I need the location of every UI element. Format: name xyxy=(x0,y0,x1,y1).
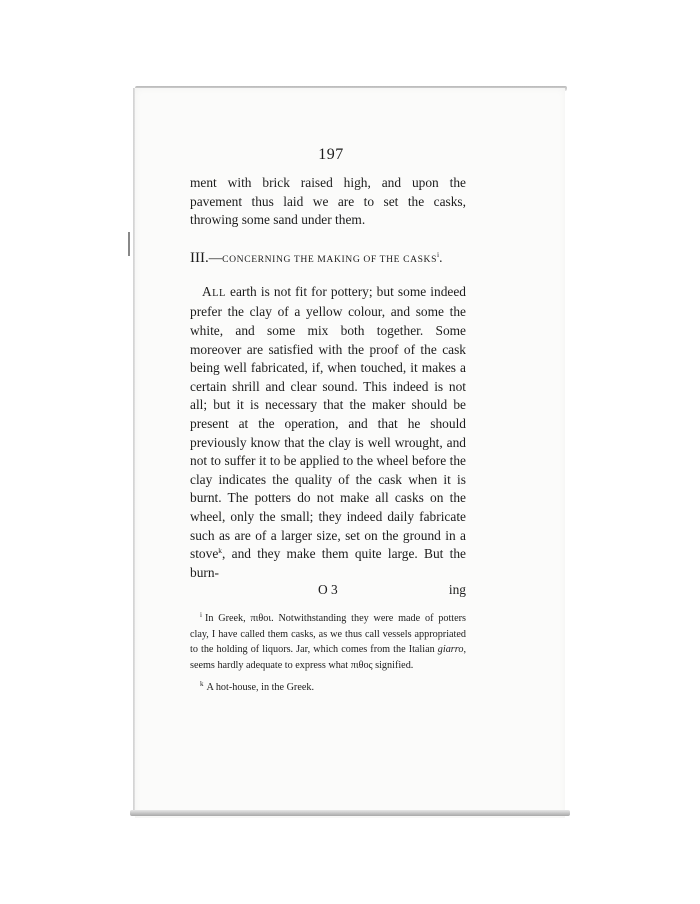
section-numeral: III. xyxy=(190,249,209,266)
page-bottom-edge xyxy=(130,810,570,816)
paragraph-lead-word xyxy=(202,284,226,299)
signature-mark: O 3 xyxy=(318,582,338,598)
footnote-text: In Greek, xyxy=(204,613,251,625)
section-dash: — xyxy=(208,249,223,265)
greek-word: πιθοι xyxy=(250,613,272,625)
footnote-text: . Notwithstanding they were made of potters clay, I have called them casks, as we thus call vessels appropriated to the holding of liquors. Jar, which comes from the Italian xyxy=(190,613,466,656)
paragraph-body: earth is not fit for pottery; but some indeed prefer the clay of a yellow colour, and some the white, and some mix both together. Some moreover are satisfied with the proof of the cask being well fabricated, if, when touched, it makes a certain shrill and clear sound. This indeed is not all; but it is necessary that the maker should be present at the operation, and that he should previously know that the clay is well wrought, and not to suffer it to be applied to the wheel before the clay indicates the quality of the cask when it is burnt. The potters do not make all casks on the wheel, only the small; they indeed daily fabricate such as are of a larger size, set on the ground in a stove xyxy=(190,283,466,562)
section-title: CONCERNING THE MAKING OF THE CASKS xyxy=(222,253,438,265)
lead-rest: LL xyxy=(212,287,226,299)
greek-word: πιθος xyxy=(350,659,373,671)
page-number: 197 xyxy=(318,146,344,163)
footnote-mark: i xyxy=(200,611,202,620)
opening-paragraph: ment with brick raised high, and upon the pavement thus laid we are to set the casks, throwing some sand under them. xyxy=(190,175,466,228)
lead-initial: A xyxy=(202,283,213,299)
footnote-text: , seems hardly adequate to express what xyxy=(190,644,466,671)
main-paragraph xyxy=(190,283,466,583)
footnotes xyxy=(190,608,466,695)
footnote-ref-k: k xyxy=(218,546,223,556)
footnote-i xyxy=(190,608,466,673)
catchword: ing xyxy=(448,582,466,598)
binding-mark xyxy=(128,232,130,256)
section-heading: III.—CONCERNING THE MAKING OF THE CASKS$^i$. xyxy=(190,249,443,266)
footnote-text: signified. xyxy=(372,659,414,671)
italic-word: giarro xyxy=(437,644,464,656)
footnote-text: A hot-house, in the Greek. xyxy=(206,681,315,693)
footnote-ref-i: i xyxy=(437,249,440,259)
signature-row xyxy=(190,582,466,600)
page-text-block xyxy=(190,146,466,699)
paragraph-end: , and they make them quite large. But the burn- xyxy=(190,546,466,580)
footnote-k xyxy=(190,677,466,695)
footnote-mark: k xyxy=(200,679,204,688)
